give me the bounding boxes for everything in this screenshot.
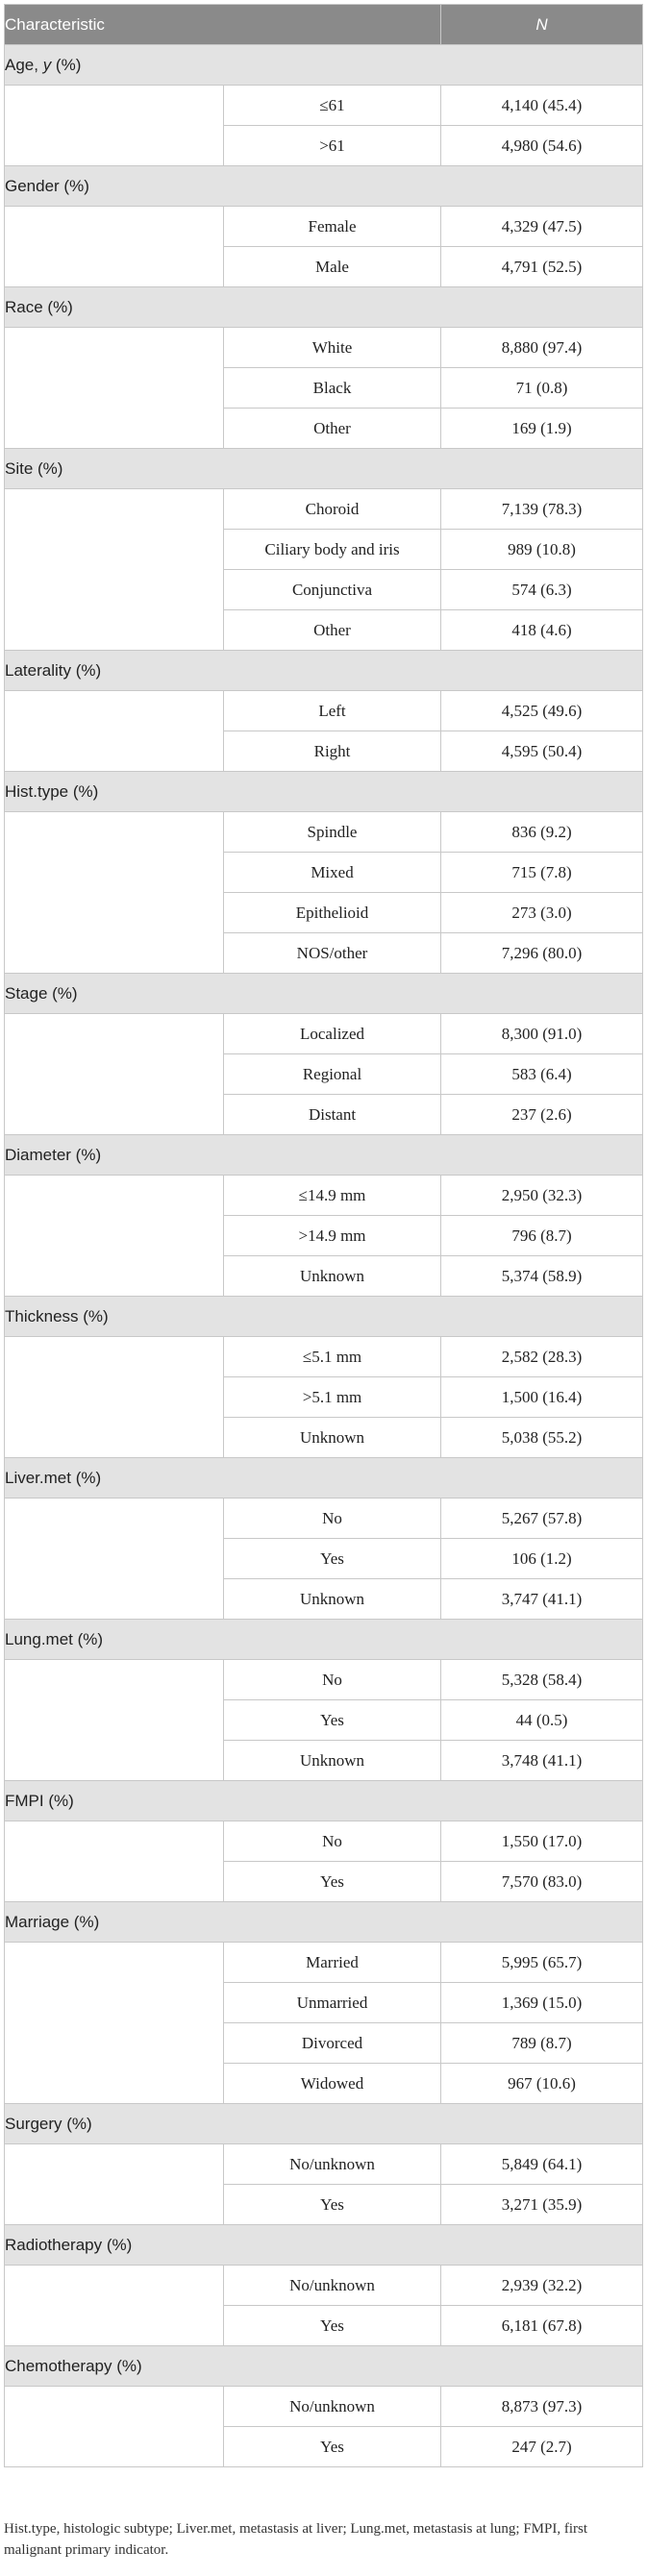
- count-value: 7,139 (78.3): [441, 489, 643, 530]
- table-body: [5, 45, 643, 2467]
- count-value: 4,140 (45.4): [441, 86, 643, 126]
- table-row: [5, 812, 643, 853]
- count-value: 583 (6.4): [441, 1054, 643, 1095]
- section-title: [5, 651, 643, 691]
- category-label: Conjunctiva: [224, 570, 441, 610]
- table-row: [5, 2266, 643, 2306]
- section-title-text: Laterality (%): [5, 660, 102, 680]
- section-title-text: Site (%): [5, 458, 63, 478]
- table-row: [5, 489, 643, 530]
- category-label: Other: [224, 610, 441, 651]
- count-value: 418 (4.6): [441, 610, 643, 651]
- count-value: 8,300 (91.0): [441, 1014, 643, 1054]
- blank-cell: [5, 207, 224, 287]
- category-label: >61: [224, 126, 441, 166]
- category-label: No: [224, 1821, 441, 1862]
- section-row: [5, 1620, 643, 1660]
- section-title: [5, 974, 643, 1014]
- section-title: [5, 1297, 643, 1337]
- count-value: 5,374 (58.9): [441, 1256, 643, 1297]
- blank-cell: [5, 2266, 224, 2346]
- section-row: [5, 287, 643, 328]
- count-value: 44 (0.5): [441, 1700, 643, 1741]
- section-row: [5, 1135, 643, 1176]
- section-title: [5, 2346, 643, 2387]
- count-value: 989 (10.8): [441, 530, 643, 570]
- section-title: [5, 2104, 643, 2144]
- table-row: [5, 1014, 643, 1054]
- count-value: 789 (8.7): [441, 2023, 643, 2064]
- section-row: [5, 449, 643, 489]
- table-row: [5, 86, 643, 126]
- table-row: [5, 1499, 643, 1539]
- section-title-text: Race (%): [5, 297, 73, 316]
- count-value: 2,950 (32.3): [441, 1176, 643, 1216]
- category-label: Epithelioid: [224, 893, 441, 933]
- count-value: 4,791 (52.5): [441, 247, 643, 287]
- section-row: [5, 45, 643, 86]
- category-label: Mixed: [224, 853, 441, 893]
- count-value: 8,873 (97.3): [441, 2387, 643, 2427]
- section-title: [5, 1458, 643, 1499]
- table-row: [5, 2144, 643, 2185]
- section-title: [5, 166, 643, 207]
- category-label: Married: [224, 1943, 441, 1983]
- section-title-text: FMPI (%): [5, 1791, 74, 1810]
- category-label: ≤14.9 mm: [224, 1176, 441, 1216]
- category-label: Spindle: [224, 812, 441, 853]
- count-value: 836 (9.2): [441, 812, 643, 853]
- blank-cell: [5, 1660, 224, 1781]
- category-label: Yes: [224, 2185, 441, 2225]
- count-value: 5,038 (55.2): [441, 1418, 643, 1458]
- table-row: [5, 1337, 643, 1377]
- section-title: [5, 2225, 643, 2266]
- category-label: No/unknown: [224, 2387, 441, 2427]
- section-title-text: Chemotherapy (%): [5, 2356, 142, 2375]
- category-label: >14.9 mm: [224, 1216, 441, 1256]
- count-value: 1,500 (16.4): [441, 1377, 643, 1418]
- count-value: 4,329 (47.5): [441, 207, 643, 247]
- section-title-text: Hist.type (%): [5, 781, 99, 801]
- section-title-italic: y: [42, 55, 52, 74]
- section-title-text: Liver.met (%): [5, 1468, 102, 1487]
- category-label: Unknown: [224, 1741, 441, 1781]
- count-value: 247 (2.7): [441, 2427, 643, 2467]
- table-row: [5, 207, 643, 247]
- category-label: NOS/other: [224, 933, 441, 974]
- section-title-suffix: (%): [51, 55, 82, 74]
- section-title-text: Diameter (%): [5, 1145, 102, 1164]
- blank-cell: [5, 489, 224, 651]
- count-value: 5,849 (64.1): [441, 2144, 643, 2185]
- section-title-text: Age,: [5, 55, 43, 74]
- category-label: Divorced: [224, 2023, 441, 2064]
- section-title-text: Gender (%): [5, 176, 89, 195]
- section-title-text: Radiotherapy (%): [5, 2235, 133, 2254]
- count-value: 237 (2.6): [441, 1095, 643, 1135]
- section-title: [5, 1902, 643, 1943]
- category-label: Unknown: [224, 1579, 441, 1620]
- table-row: [5, 1176, 643, 1216]
- section-title-text: Thickness (%): [5, 1306, 109, 1325]
- section-row: [5, 974, 643, 1014]
- blank-cell: [5, 1943, 224, 2104]
- section-title: [5, 1620, 643, 1660]
- category-label: Female: [224, 207, 441, 247]
- count-value: 574 (6.3): [441, 570, 643, 610]
- count-value: 169 (1.9): [441, 409, 643, 449]
- category-label: Left: [224, 691, 441, 731]
- count-value: 967 (10.6): [441, 2064, 643, 2104]
- count-value: 3,271 (35.9): [441, 2185, 643, 2225]
- blank-cell: [5, 1176, 224, 1297]
- blank-cell: [5, 1499, 224, 1620]
- category-label: ≤61: [224, 86, 441, 126]
- section-title: [5, 1135, 643, 1176]
- blank-cell: [5, 328, 224, 449]
- category-label: White: [224, 328, 441, 368]
- count-value: 715 (7.8): [441, 853, 643, 893]
- category-label: Other: [224, 409, 441, 449]
- category-label: Unknown: [224, 1256, 441, 1297]
- category-label: Black: [224, 368, 441, 409]
- table-row: [5, 328, 643, 368]
- category-label: Unmarried: [224, 1983, 441, 2023]
- section-title: [5, 772, 643, 812]
- section-title-text: Marriage (%): [5, 1912, 100, 1931]
- header-n: N: [441, 5, 643, 45]
- count-value: 796 (8.7): [441, 1216, 643, 1256]
- count-value: 8,880 (97.4): [441, 328, 643, 368]
- category-label: No: [224, 1660, 441, 1700]
- blank-cell: [5, 691, 224, 772]
- section-row: [5, 1902, 643, 1943]
- section-title: [5, 1781, 643, 1821]
- count-value: 5,328 (58.4): [441, 1660, 643, 1700]
- category-label: Yes: [224, 2306, 441, 2346]
- section-title-text: Stage (%): [5, 983, 78, 1003]
- category-label: Regional: [224, 1054, 441, 1095]
- category-label: No: [224, 1499, 441, 1539]
- count-value: 71 (0.8): [441, 368, 643, 409]
- count-value: 6,181 (67.8): [441, 2306, 643, 2346]
- blank-cell: [5, 812, 224, 974]
- section-row: [5, 1297, 643, 1337]
- section-row: [5, 772, 643, 812]
- count-value: 2,582 (28.3): [441, 1337, 643, 1377]
- section-row: [5, 651, 643, 691]
- count-value: 5,995 (65.7): [441, 1943, 643, 1983]
- table-row: [5, 2387, 643, 2427]
- category-label: Choroid: [224, 489, 441, 530]
- count-value: 3,748 (41.1): [441, 1741, 643, 1781]
- count-value: 7,296 (80.0): [441, 933, 643, 974]
- category-label: Widowed: [224, 2064, 441, 2104]
- count-value: 106 (1.2): [441, 1539, 643, 1579]
- table-row: [5, 1660, 643, 1700]
- category-label: ≤5.1 mm: [224, 1337, 441, 1377]
- characteristics-table: [4, 4, 643, 2467]
- blank-cell: [5, 1337, 224, 1458]
- section-row: [5, 2225, 643, 2266]
- blank-cell: [5, 1821, 224, 1902]
- table-row: [5, 691, 643, 731]
- count-value: 4,525 (49.6): [441, 691, 643, 731]
- count-value: 2,939 (32.2): [441, 2266, 643, 2306]
- header-characteristic: Characteristic: [5, 5, 441, 45]
- category-label: Localized: [224, 1014, 441, 1054]
- table-row: [5, 1821, 643, 1862]
- section-row: [5, 1781, 643, 1821]
- count-value: 4,980 (54.6): [441, 126, 643, 166]
- category-label: Ciliary body and iris: [224, 530, 441, 570]
- count-value: 3,747 (41.1): [441, 1579, 643, 1620]
- category-label: Right: [224, 731, 441, 772]
- category-label: Unknown: [224, 1418, 441, 1458]
- category-label: Yes: [224, 1862, 441, 1902]
- category-label: >5.1 mm: [224, 1377, 441, 1418]
- category-label: Yes: [224, 2427, 441, 2467]
- section-row: [5, 2346, 643, 2387]
- count-value: 5,267 (57.8): [441, 1499, 643, 1539]
- count-value: 1,550 (17.0): [441, 1821, 643, 1862]
- category-label: Yes: [224, 1539, 441, 1579]
- category-label: No/unknown: [224, 2144, 441, 2185]
- blank-cell: [5, 1014, 224, 1135]
- section-title: [5, 287, 643, 328]
- blank-cell: [5, 86, 224, 166]
- count-value: 4,595 (50.4): [441, 731, 643, 772]
- section-row: [5, 166, 643, 207]
- section-title-text: Surgery (%): [5, 2114, 92, 2133]
- count-value: 273 (3.0): [441, 893, 643, 933]
- blank-cell: [5, 2144, 224, 2225]
- section-title-text: Lung.met (%): [5, 1629, 104, 1648]
- count-value: 1,369 (15.0): [441, 1983, 643, 2023]
- section-row: [5, 2104, 643, 2144]
- section-row: [5, 1458, 643, 1499]
- blank-cell: [5, 2387, 224, 2467]
- section-title: [5, 45, 643, 86]
- table-row: [5, 1943, 643, 1983]
- category-label: Yes: [224, 1700, 441, 1741]
- category-label: Distant: [224, 1095, 441, 1135]
- count-value: 7,570 (83.0): [441, 1862, 643, 1902]
- table-header-row: [5, 5, 643, 45]
- table-footnote: Hist.type, histologic subtype; Liver.met, metastasis at liver; Lung.met, metastasis at lung; FMPI, first malignant primary indicator.: [4, 2521, 588, 2558]
- category-label: No/unknown: [224, 2266, 441, 2306]
- category-label: Male: [224, 247, 441, 287]
- section-title: [5, 449, 643, 489]
